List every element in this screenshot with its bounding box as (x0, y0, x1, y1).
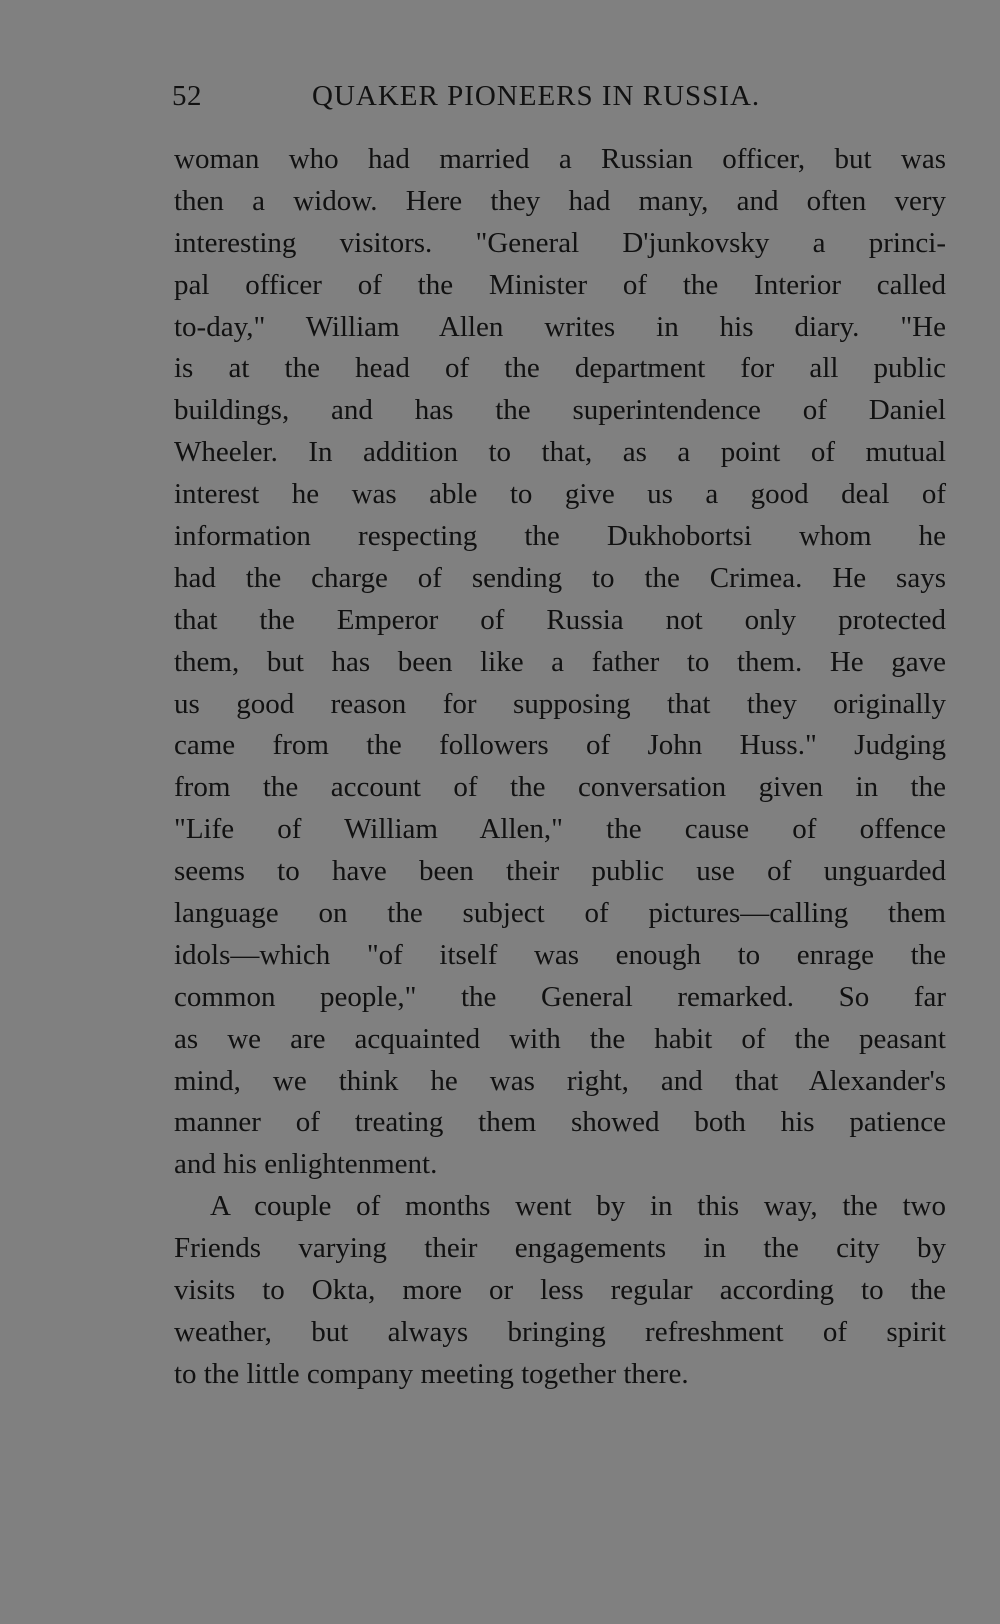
text-line: Wheeler. In addition to that, as a point of mutual (174, 436, 946, 469)
text-line: had the charge of sending to the Crimea. He says (174, 561, 946, 594)
text-line: then a widow. Here they had many, and often very (174, 184, 946, 217)
text-line: pal officer of the Minister of the Interior called (174, 268, 946, 301)
paragraph-start-line: A couple of months went by in this way, the two (210, 1190, 946, 1223)
text-line: woman who had married a Russian officer, but was (174, 143, 946, 175)
text-line: us good reason for supposing that they originally (174, 687, 946, 720)
text-line: idols—which "of itself was enough to enrage the (174, 938, 946, 971)
text-line: buildings, and has the superintendence of Daniel (174, 394, 946, 427)
body-text (174, 139, 946, 1396)
text-line: manner of treating them showed both his patience (174, 1106, 946, 1139)
text-line: is at the head of the department for all public (174, 352, 946, 385)
text-line: "Life of William Allen," the cause of offence (174, 813, 946, 846)
running-title: QUAKER PIONEERS IN RUSSIA. (312, 80, 761, 112)
text-line: them, but has been like a father to them. He gave (174, 645, 946, 678)
text-line: common people," the General remarked. So far (174, 980, 946, 1013)
text-line: weather, but always bringing refreshment of spirit (174, 1315, 946, 1348)
text-line: interest he was able to give us a good deal of (174, 478, 946, 511)
text-line: interesting visitors. "General D'junkovsky a princi- (174, 226, 946, 259)
page-number: 52 (172, 80, 202, 112)
text-line: came from the followers of John Huss." Judging (174, 729, 946, 762)
text-line: language on the subject of pictures—calling them (174, 897, 946, 930)
text-line: Friends varying their engagements in the city by (174, 1232, 946, 1265)
text-line: seems to have been their public use of unguarded (174, 855, 946, 888)
paragraph-end-line: to the little company meeting together there. (174, 1357, 689, 1390)
text-line: information respecting the Dukhobortsi whom he (174, 520, 946, 553)
text-line: as we are acquainted with the habit of the peasant (174, 1022, 946, 1055)
text-line: that the Emperor of Russia not only protected (174, 603, 946, 636)
running-head (172, 72, 952, 118)
paragraph-end-line: and his enlightenment. (174, 1148, 438, 1181)
text-line: from the account of the conversation given in the (174, 771, 946, 804)
text-line: to-day," William Allen writes in his diary. "He (174, 310, 946, 343)
text-line: mind, we think he was right, and that Alexander's (174, 1064, 946, 1097)
text-line: visits to Okta, more or less regular according to the (174, 1274, 946, 1307)
